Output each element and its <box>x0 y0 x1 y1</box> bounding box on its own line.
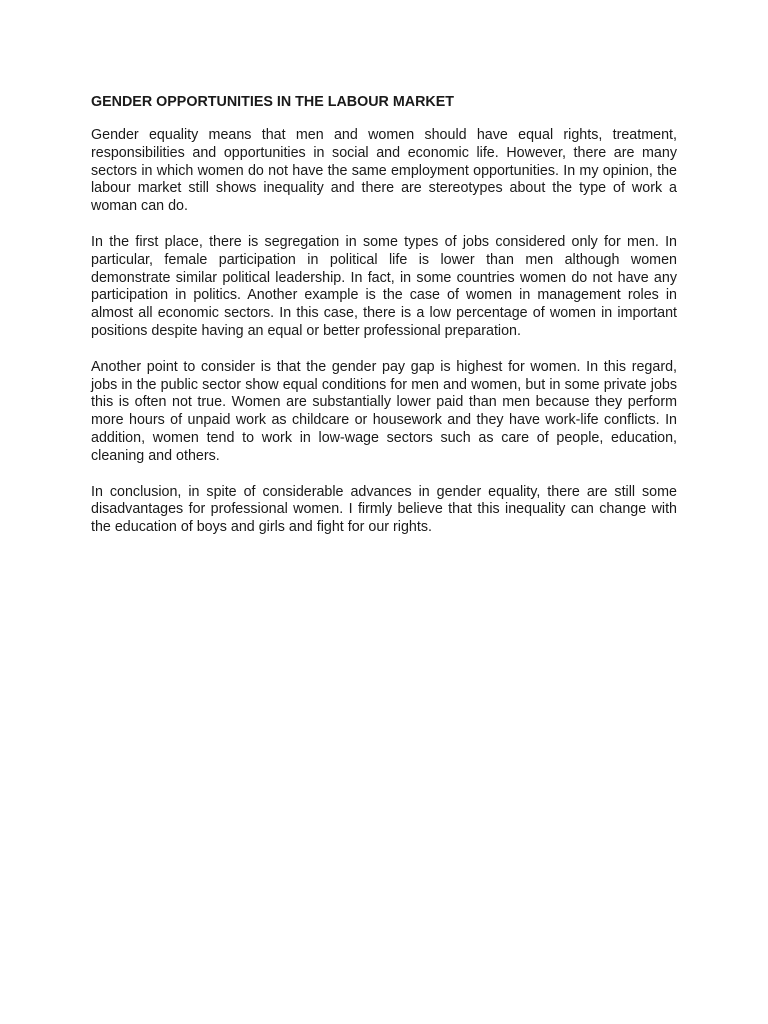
paragraph-conclusion: In conclusion, in spite of considerable advances in gender equality, there are still some disadvantages for professional women. I firmly believe that this inequality can change with the education of boys and girls and fight for our rights. <box>91 483 677 536</box>
paragraph-pay-gap: Another point to consider is that the gender pay gap is highest for women. In this regard, jobs in the public sector show equal conditions for men and women, but in some private jobs this is often not true. Women are substantially lower paid than men because they perform more hours of unpaid work as childcare or housework and they have work-life conflicts. In addition, women tend to work in low-wage sectors such as care of people, education, cleaning and others. <box>91 358 677 464</box>
paragraph-introduction: Gender equality means that men and women should have equal rights, treatment, responsibilities and opportunities in social and economic life. However, there are many sectors in which women do not have the same employment opportunities. In my opinion, the labour market still shows inequality and there are stereotypes about the type of work a woman can do. <box>91 127 677 215</box>
document-page <box>91 93 677 555</box>
paragraph-segregation: In the first place, there is segregation in some types of jobs considered only for men. In particular, female participation in political life is lower than men although women demonstrate similar political leadership. In fact, in some countries women do not have any participation in politics. Another example is the case of women in management roles in almost all economic sectors. In this case, there is a low percentage of women in important positions despite having an equal or better professional preparation. <box>91 233 677 339</box>
document-title: GENDER OPPORTUNITIES IN THE LABOUR MARKET <box>91 94 454 110</box>
